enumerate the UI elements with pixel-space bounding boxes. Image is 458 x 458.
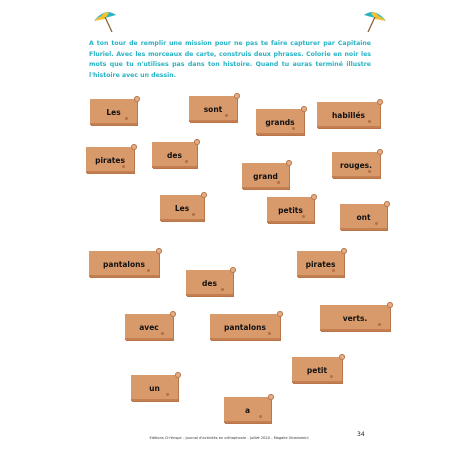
- word-card[interactable]: pirates: [297, 251, 344, 277]
- word-card[interactable]: petits: [267, 197, 314, 223]
- word-card[interactable]: Les: [160, 195, 204, 221]
- word-card[interactable]: des: [152, 142, 197, 168]
- word-card[interactable]: pantalons: [210, 314, 280, 340]
- instructions-text: A ton tour de remplir une mission pour ne pas te faire capturer par Capitaine Fluriel. Avec les morceaux de carte, construis deux phrases. Colorie en noir les mots que tu n'utilises pas dans ton histoire. Quand tu auras terminé illustre l'histoire avec un dessin.: [89, 40, 371, 79]
- word-card[interactable]: avec: [125, 314, 173, 340]
- word-card[interactable]: Les: [90, 99, 137, 125]
- word-card[interactable]: verts.: [320, 305, 390, 331]
- word-card[interactable]: grand: [242, 163, 289, 189]
- word-card[interactable]: sont: [189, 96, 237, 122]
- beach-umbrella-icon: [92, 9, 118, 33]
- word-card[interactable]: a: [224, 397, 271, 423]
- word-card[interactable]: grands: [256, 109, 304, 135]
- word-card[interactable]: petit: [292, 357, 342, 383]
- page-number: 34: [357, 431, 365, 438]
- word-card[interactable]: pirates: [86, 147, 134, 173]
- beach-umbrella-icon: [362, 9, 388, 33]
- word-card[interactable]: des: [186, 270, 233, 296]
- word-card[interactable]: pantalons: [89, 251, 159, 277]
- word-card[interactable]: ont: [340, 204, 387, 230]
- word-card[interactable]: rouges.: [332, 152, 380, 178]
- word-card[interactable]: habillés: [317, 102, 380, 128]
- footer-credits: Editions Ch'tinspir - Journal d'activités en orthophonie - Juillet 2020 - Magalie Vicedomini: [149, 436, 309, 440]
- word-card[interactable]: un: [131, 375, 178, 401]
